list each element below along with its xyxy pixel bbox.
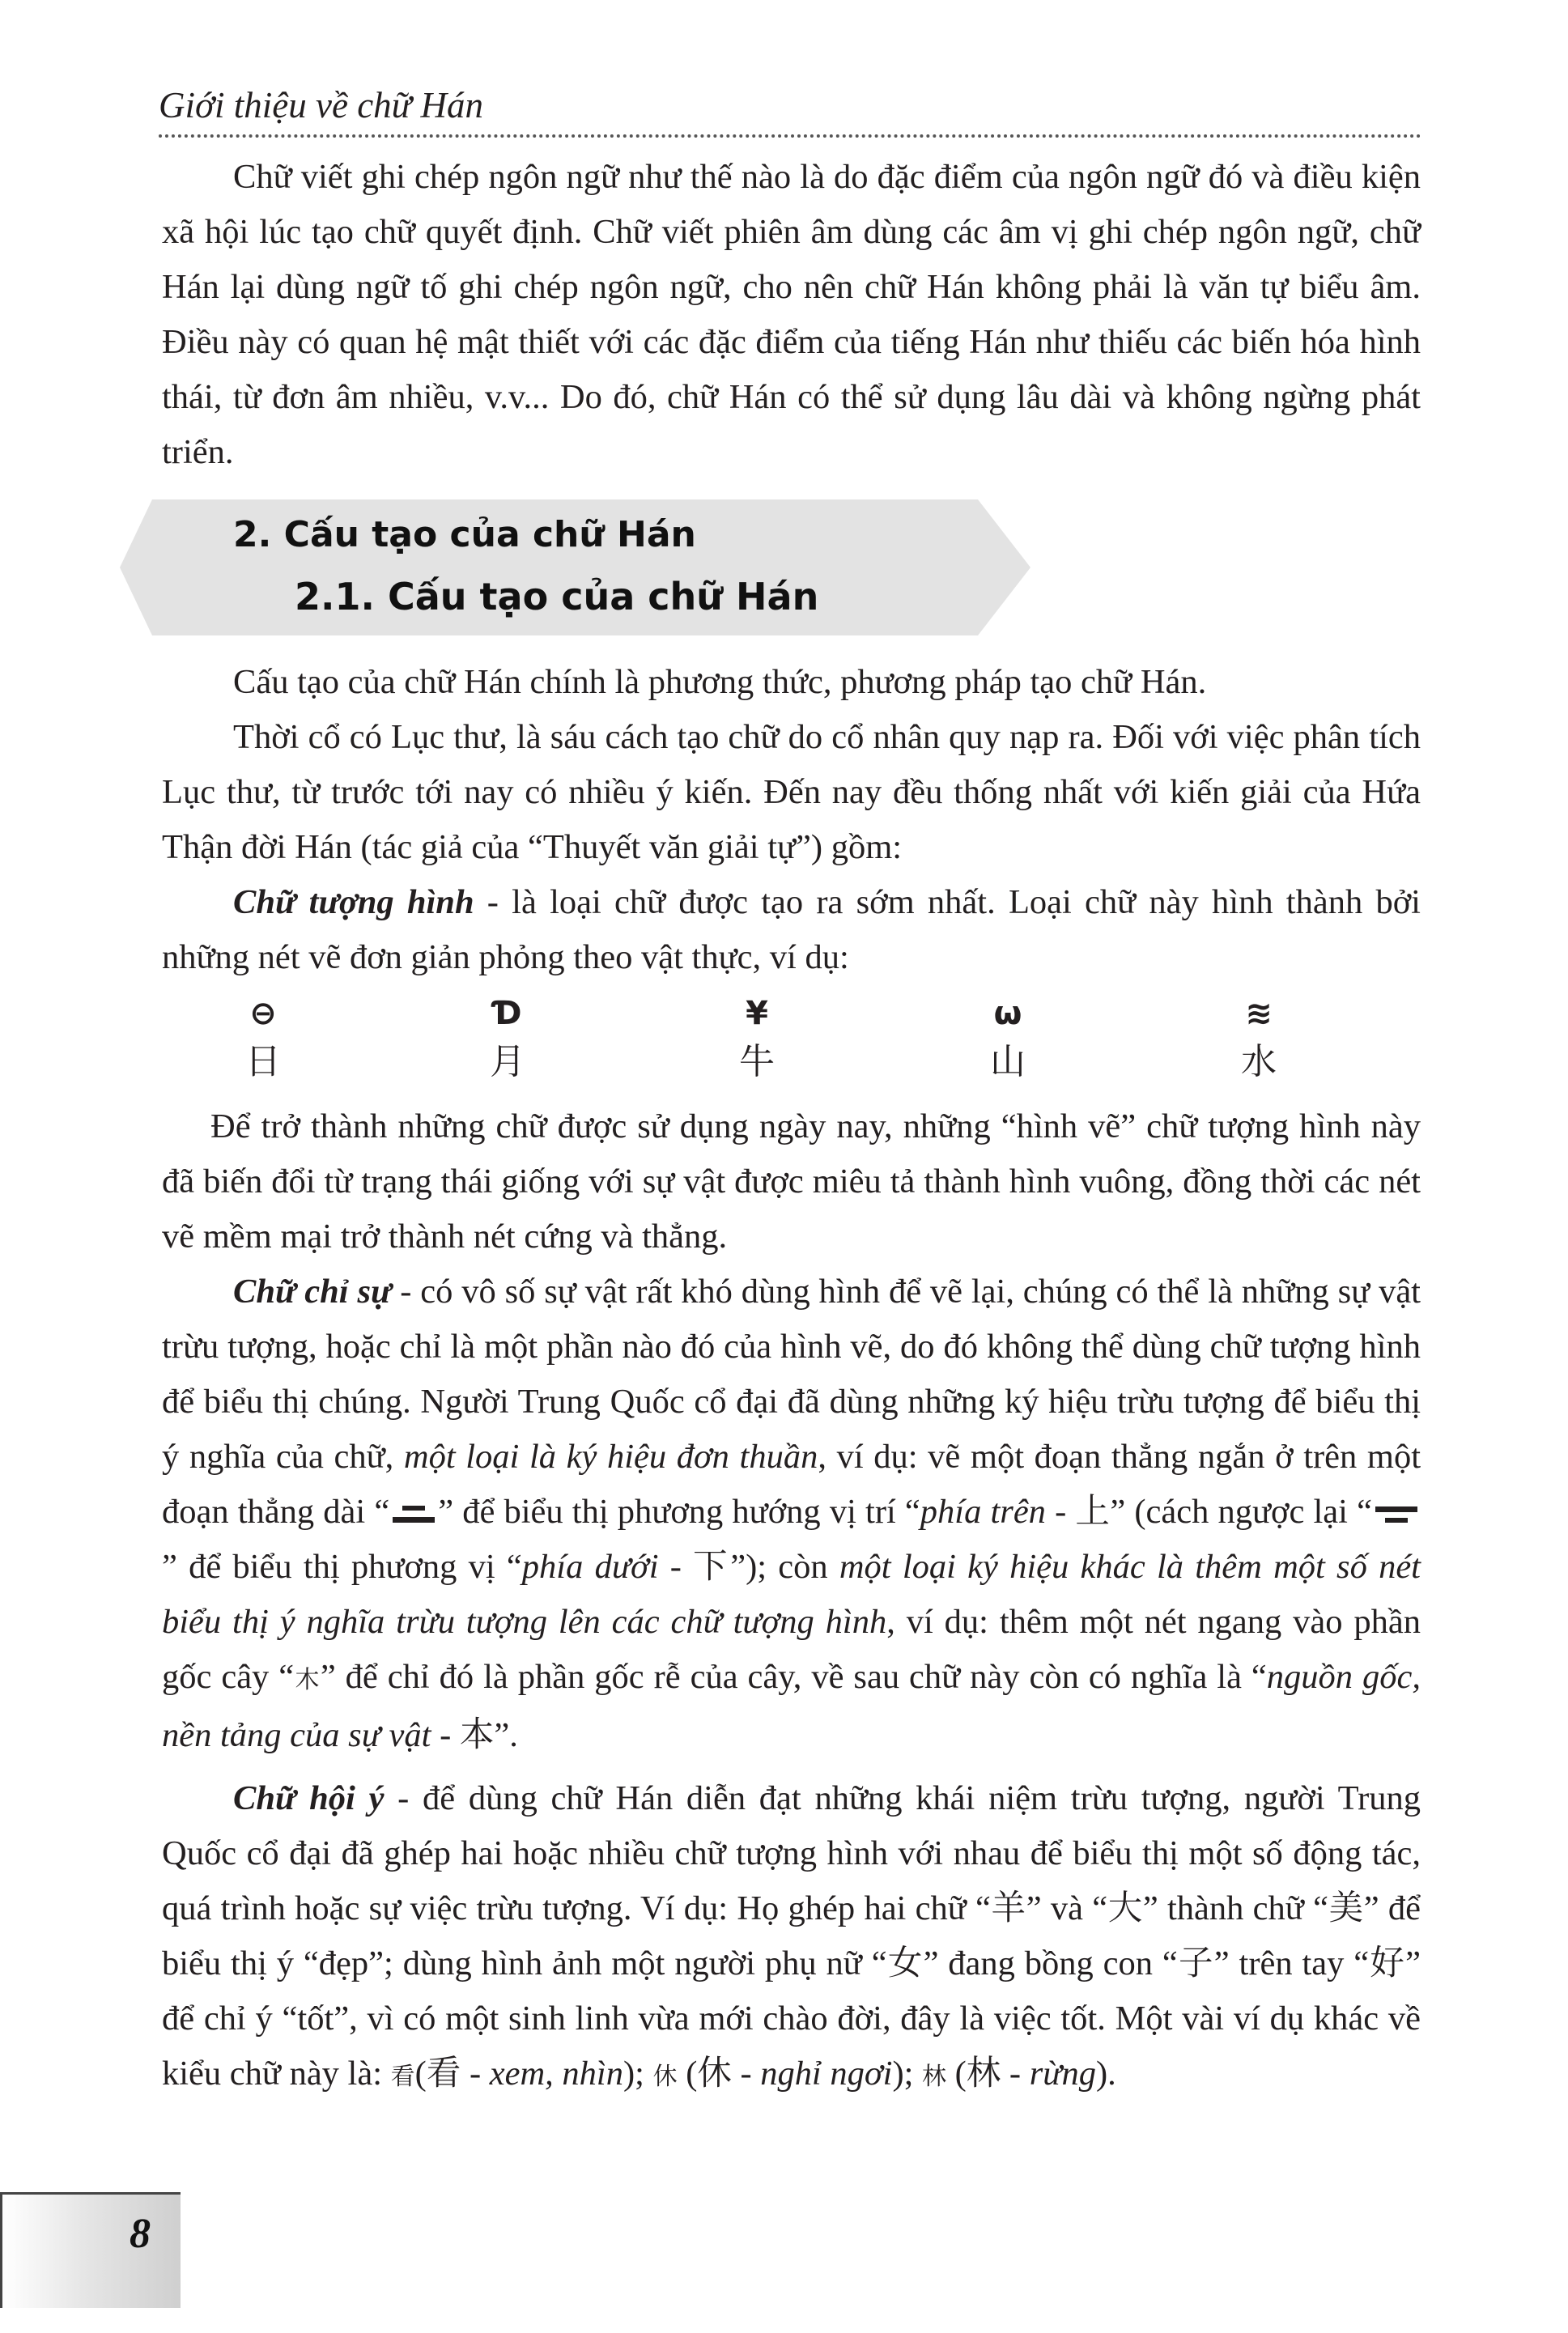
chi-su-italic: một loại ký hiệu khác là thêm một số nét biểu thị ý nghĩa trừu tượng lên các chữ tượng hình: [162, 1548, 1421, 1641]
running-header: [159, 81, 1421, 138]
chi-su-text: - 本”.: [431, 1716, 518, 1754]
meaning-forest: rừng: [1029, 2055, 1096, 2093]
ancient-glyph: ω: [993, 995, 1022, 1032]
term-tuong-hinh: Chữ tượng hình: [233, 883, 474, 921]
chi-su-italic: phía dưới: [521, 1548, 659, 1586]
page-number-tab: [0, 2192, 181, 2308]
chi-su-italic: nguồn gốc, nền tảng của sự vật: [162, 1658, 1421, 1754]
hoi-y-text: ).: [1095, 2055, 1116, 2093]
meaning-rest: nghỉ ngơi: [760, 2055, 893, 2093]
modern-glyph: 牛: [739, 1041, 775, 1082]
pictograph-moon: [471, 990, 544, 1087]
paragraph-chi-su: [162, 1264, 1421, 1763]
chi-su-text: - 上” (cách ngược lại “: [1045, 1493, 1372, 1531]
paragraph-tuong-hinh: [162, 875, 1421, 985]
ancient-glyph: ⊖: [249, 995, 277, 1032]
meaning-look: xem, nhìn: [489, 2055, 623, 2093]
chi-su-text: ” để chỉ đó là phần gốc rễ của cây, về sau chữ này còn có nghĩa là “: [320, 1658, 1267, 1696]
modern-glyph: 月: [490, 1041, 525, 1082]
header-title: Giới thiệu về chữ Hán: [159, 85, 483, 125]
above-symbol-icon: [389, 1502, 438, 1527]
seal-glyph-rest: 休: [652, 2063, 678, 2091]
pictograph-water: [1222, 990, 1295, 1087]
seal-glyph-forest: 林: [922, 2063, 947, 2091]
paragraph-transformation: Để trở thành những chữ được sử dụng ngày nay, những “hình vẽ” chữ tượng hình này đã biến đổi từ trạng thái giống với sự vật được miêu tả thành hình vuông, đồng thời các nét vẽ mềm mại trở thành nét cứng và thẳng.: [162, 1107, 1421, 1256]
seal-glyph-look: 看: [390, 2063, 415, 2091]
chi-su-italic: phía trên: [920, 1493, 1046, 1531]
chi-su-text: ” để biểu thị phương vị “: [162, 1548, 522, 1586]
chi-su-text: , ví dụ: thêm một nét ngang vào phần gốc cây “: [162, 1603, 1421, 1696]
section-subheading: 2.1. Cấu tạo của chữ Hán: [295, 575, 819, 618]
paragraph-hoi-y: [162, 1771, 1421, 2105]
tree-root-glyph: 木: [294, 1666, 321, 1694]
modern-glyph: 山: [990, 1041, 1026, 1082]
paragraph-definition: Cấu tạo của chữ Hán chính là phương thức, phương pháp tạo chữ Hán.: [233, 663, 1207, 701]
modern-glyph: 水: [1241, 1041, 1277, 1082]
modern-glyph: 日: [245, 1041, 281, 1082]
hoi-y-text: (林 -: [946, 2055, 1030, 2093]
pictograph-mountain: [971, 990, 1044, 1087]
chi-su-text: - 下”); còn: [658, 1548, 839, 1586]
pictograph-ox: [720, 990, 793, 1087]
tuong-hinh-text: - là loại chữ được tạo ra sớm nhất. Loại chữ này hình thành bởi những nét vẽ đơn giản phỏng theo vật thực, ví dụ:: [162, 883, 1421, 976]
section-heading: 2. Cấu tạo của chữ Hán: [233, 514, 696, 555]
chi-su-text: ” để biểu thị phương hướng vị trí “: [438, 1493, 920, 1531]
pictograph-sun: [227, 990, 300, 1087]
hoi-y-text: - để dùng chữ Hán diễn đạt những khái niệm trừu tượng, người Trung Quốc cổ đại đã ghép hai hoặc nhiều chữ tượng hình với nhau để biểu thị một số động tác, quá trình hoặc sự việc trừu tượng. Ví dụ: Họ ghép hai chữ “羊” và “大” thành chữ “美” để biểu thị ý “đẹp”; dùng hình ảnh một người phụ nữ “女” đang bồng con “子” trên tay “好” để chỉ ý “tốt”, vì có một sinh linh vừa mới chào đời, đây là việc tốt. Một vài ví dụ khác về kiểu chữ này là:: [162, 1779, 1421, 2093]
term-hoi-y: Chữ hội ý: [233, 1779, 385, 1817]
pictograph-examples: [162, 990, 1421, 1099]
section-banner: [120, 499, 1030, 635]
chi-su-text: - có vô số sự vật rất khó dùng hình để vẽ lại, chúng có thể là những sự vật trừu tượng, hoặc chỉ là một phần nào đó của hình vẽ, do đó không thể dùng chữ tượng hình để biểu thị chúng. Người Trung Quốc cổ đại đã dùng những ký hiệu trừu tượng để biểu thị ý nghĩa của chữ,: [162, 1273, 1421, 1476]
ancient-glyph: ¥: [746, 995, 768, 1032]
chi-su-italic: một loại là ký hiệu đơn thuần: [403, 1438, 818, 1476]
chi-su-text: , ví dụ: vẽ một đoạn thẳng ngắn ở trên một đoạn thẳng dài “: [162, 1438, 1421, 1531]
hoi-y-text: (看 -: [414, 2055, 490, 2093]
hoi-y-text: );: [892, 2055, 923, 2093]
page-number: 8: [130, 2211, 151, 2257]
hoi-y-text: );: [623, 2055, 653, 2093]
hoi-y-text: (休 -: [677, 2055, 761, 2093]
paragraph-luc-thu: Thời cổ có Lục thư, là sáu cách tạo chữ do cổ nhân quy nạp ra. Đối với việc phân tích Lục thư, từ trước tới nay có nhiều ý kiến. Đến nay đều thống nhất với kiến giải của Hứa Thận đời Hán (tác giả của “Thuyết văn giải tự”) gồm:: [162, 718, 1421, 866]
page-content: [162, 150, 1421, 2105]
intro-paragraph: Chữ viết ghi chép ngôn ngữ như thế nào là do đặc điểm của ngôn ngữ đó và điều kiện xã hội lúc tạo chữ quyết định. Chữ viết phiên âm dùng các âm vị ghi chép ngôn ngữ, chữ Hán lại dùng ngữ tố ghi chép ngôn ngữ, cho nên chữ Hán không phải là văn tự biểu âm. Điều này có quan hệ mật thiết với các đặc điểm của tiếng Hán như thiếu các biến hóa hình thái, từ đơn âm nhiều, v.v... Do đó, chữ Hán có thể sử dụng lâu dài và không ngừng phát triển.: [162, 158, 1421, 471]
ancient-glyph: Ɗ: [493, 995, 522, 1032]
term-chi-su: Chữ chỉ sự: [233, 1273, 392, 1311]
ancient-glyph: ≋: [1245, 995, 1273, 1032]
below-symbol-icon: [1372, 1502, 1421, 1527]
